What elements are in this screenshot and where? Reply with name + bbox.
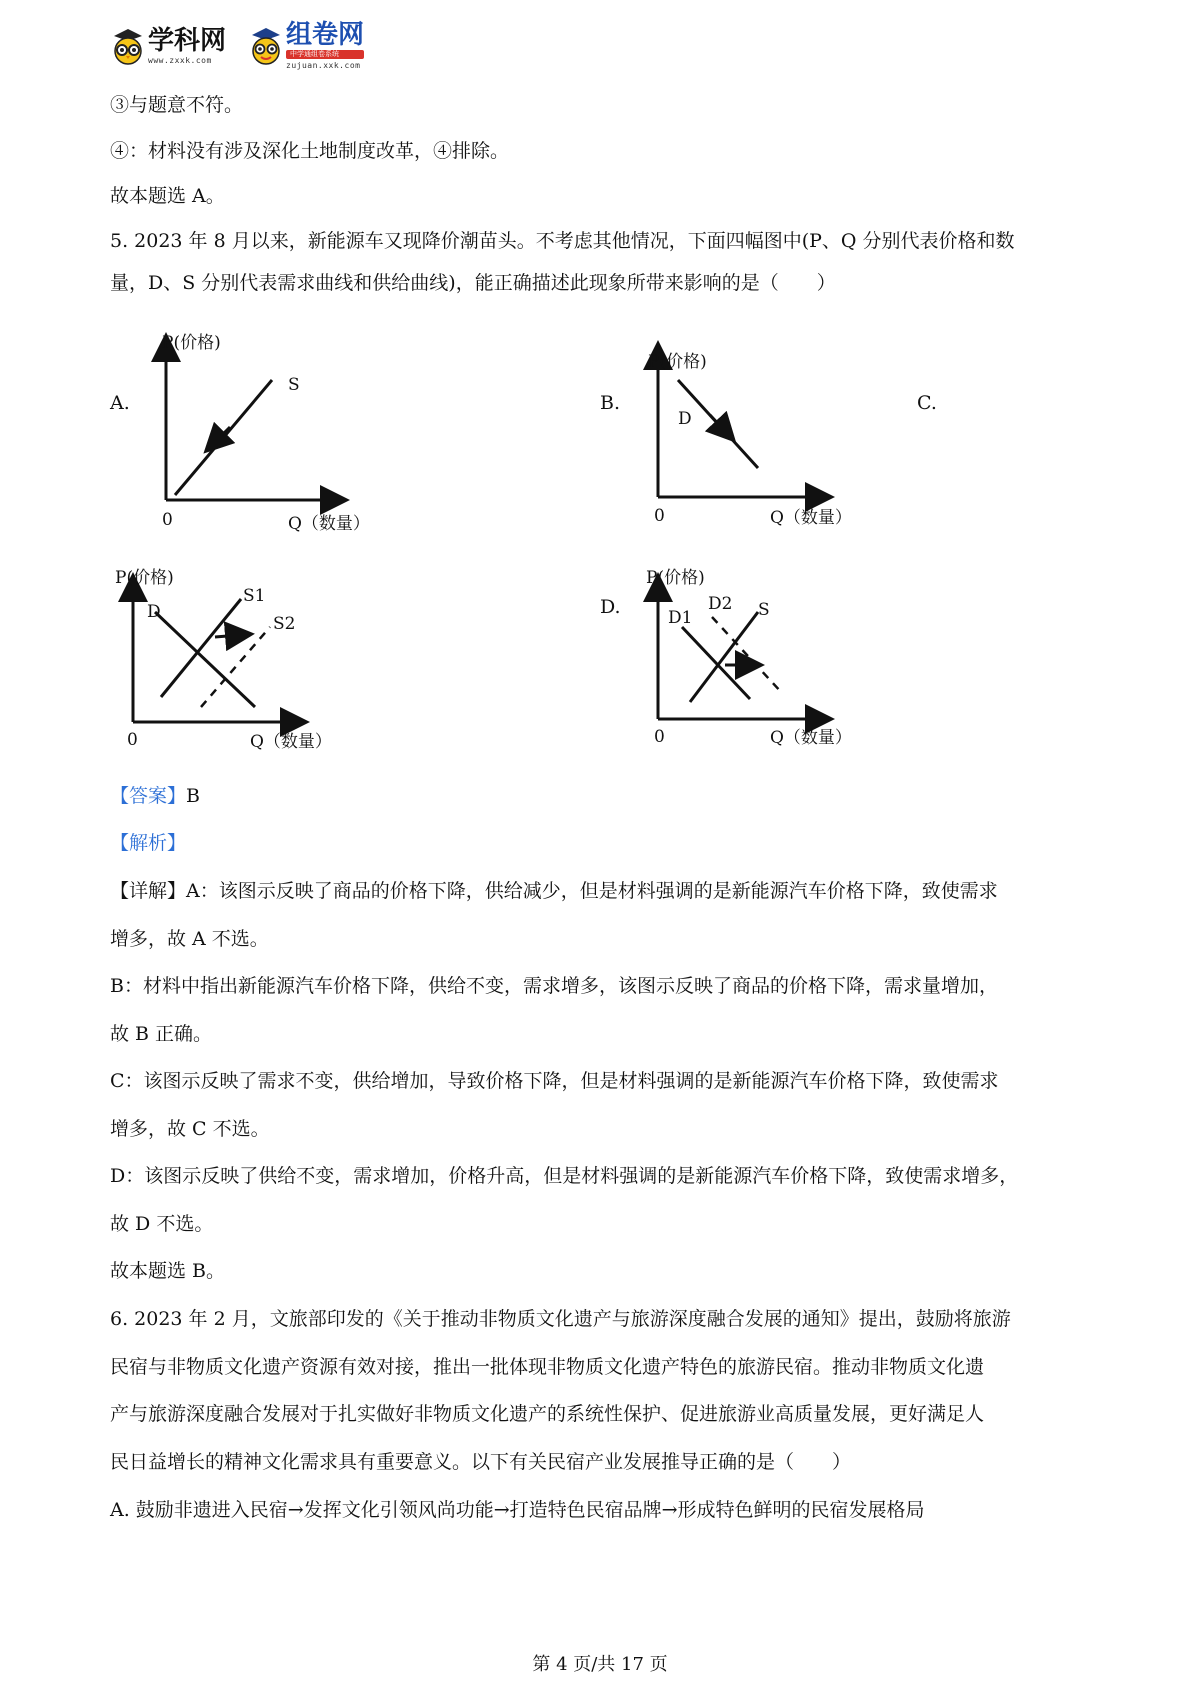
text-line: ④：材料没有涉及深化土地制度改革，④排除。 bbox=[110, 140, 510, 162]
detail-line: 增多，故 A 不选。 bbox=[110, 928, 269, 950]
zujuanwang-logo-name: 组卷网 bbox=[286, 20, 365, 50]
p-axis-label: P(价格) bbox=[162, 333, 221, 353]
detail-line: 故 D 不选。 bbox=[110, 1213, 214, 1235]
supply-curve bbox=[690, 612, 758, 702]
detail-line: B：材料中指出新能源汽车价格下降，供给不变，需求增多，该图示反映了商品的价格下降，需求量增加， bbox=[110, 975, 998, 997]
detail-line: 【详解】A：该图示反映了商品的价格下降，供给减少，但是材料强调的是新能源汽车价格下降，致使需求 bbox=[110, 880, 998, 902]
demand-curve bbox=[155, 612, 255, 707]
xuekewang-logo[interactable] bbox=[108, 26, 226, 66]
p-axis-label: P(价格) bbox=[646, 568, 705, 588]
q-axis-label: Q（数量） bbox=[770, 728, 852, 748]
question-6-text: 民宿与非物质文化遗产资源有效对接，推出一批体现非物质文化遗产特色的旅游民宿。推动非物质文化遗 bbox=[110, 1356, 985, 1378]
xuekewang-logo-name: 学科网 bbox=[148, 25, 227, 56]
answer-tag: 【答案】 bbox=[110, 785, 187, 807]
option-c-chart bbox=[115, 557, 375, 757]
p-axis-label: P(价格) bbox=[648, 352, 707, 372]
option-d-label[interactable]: D. bbox=[600, 596, 621, 618]
zujuanwang-logo-sub: 中学通组卷系统 bbox=[286, 50, 364, 59]
page-number: 第 4 页/共 17 页 bbox=[532, 1654, 668, 1675]
text-line: 故本题选 A。 bbox=[110, 185, 225, 207]
p-axis-label: P(价格) bbox=[115, 568, 174, 588]
question-6-text: 产与旅游深度融合发展对于扎实做好非物质文化遗产的系统性保护、促进旅游业高质量发展，更好满足人 bbox=[110, 1403, 985, 1425]
detail-line: 故 B 正确。 bbox=[110, 1023, 213, 1045]
analysis-tag: 【解析】 bbox=[110, 832, 187, 854]
zujuanwang-logo-url: zujuan.xxk.com bbox=[286, 61, 361, 70]
xuekewang-logo-url: www.zxxk.com bbox=[148, 55, 212, 65]
question-6-text: 民日益增长的精神文化需求具有重要意义。以下有关民宿产业发展推导正确的是（ ） bbox=[110, 1451, 852, 1473]
d1-label: D1 bbox=[668, 608, 693, 628]
demand-label: D bbox=[678, 409, 692, 429]
detail-line: 增多，故 C 不选。 bbox=[110, 1118, 270, 1140]
supply-curve bbox=[175, 380, 272, 495]
question-5-text: 5. 2023 年 8 月以来，新能源车又现降价潮苗头。不考虑其他情况，下面四幅图中(P、Q 分别代表价格和数 bbox=[110, 230, 1015, 252]
detail-line: 故本题选 B。 bbox=[110, 1260, 226, 1282]
option-c-label[interactable]: C. bbox=[917, 392, 937, 414]
q-axis-label: Q（数量） bbox=[250, 732, 332, 752]
question-5-text: 量，D、S 分别代表需求曲线和供给曲线)，能正确描述此现象所带来影响的是（ ） bbox=[110, 272, 836, 294]
shift-arrow bbox=[710, 415, 726, 432]
question-6-text: 6. 2023 年 2 月，文旅部印发的《关于推动非物质文化遗产与旅游深度融合发展的通知》提出，鼓励将旅游 bbox=[110, 1308, 1011, 1330]
option-a-label[interactable]: A. bbox=[110, 392, 130, 414]
zujuanwang-logo[interactable] bbox=[246, 22, 364, 70]
demand-label: D bbox=[147, 602, 161, 622]
shift-arrow bbox=[215, 635, 240, 637]
option-b-chart bbox=[640, 335, 870, 535]
mascot-icon bbox=[246, 26, 286, 66]
answer-value: B bbox=[186, 785, 200, 807]
s-label: S bbox=[758, 600, 770, 620]
origin-label: 0 bbox=[654, 727, 665, 747]
supply-label: S bbox=[288, 375, 300, 395]
option-a-chart bbox=[140, 335, 410, 535]
detail-line: D：该图示反映了供给不变，需求增加，价格升高，但是材料强调的是新能源汽车价格下降，致使需求增多， bbox=[110, 1165, 1019, 1187]
origin-label: 0 bbox=[127, 730, 138, 750]
s1-label: S1 bbox=[243, 586, 266, 606]
option-d-chart bbox=[640, 557, 870, 757]
answer-line bbox=[110, 783, 200, 809]
s2-label: S2 bbox=[273, 614, 296, 634]
q-axis-label: Q（数量） bbox=[770, 508, 852, 528]
detail-line: C：该图示反映了需求不变，供给增加，导致价格下降，但是材料强调的是新能源汽车价格下降，致使需求 bbox=[110, 1070, 999, 1092]
origin-label: 0 bbox=[162, 510, 173, 530]
option-b-label[interactable]: B. bbox=[600, 392, 621, 414]
header-logos bbox=[108, 20, 384, 72]
text-line: ③与题意不符。 bbox=[110, 94, 244, 116]
q-axis-label: Q（数量） bbox=[288, 514, 370, 534]
question-6-option-a[interactable]: A. 鼓励非遗进入民宿→发挥文化引领风尚功能→打造特色民宿品牌→形成特色鲜明的民宿发展格局 bbox=[110, 1499, 925, 1521]
origin-label: 0 bbox=[654, 506, 665, 526]
owl-icon bbox=[108, 26, 148, 66]
d2-label: D2 bbox=[708, 594, 733, 614]
